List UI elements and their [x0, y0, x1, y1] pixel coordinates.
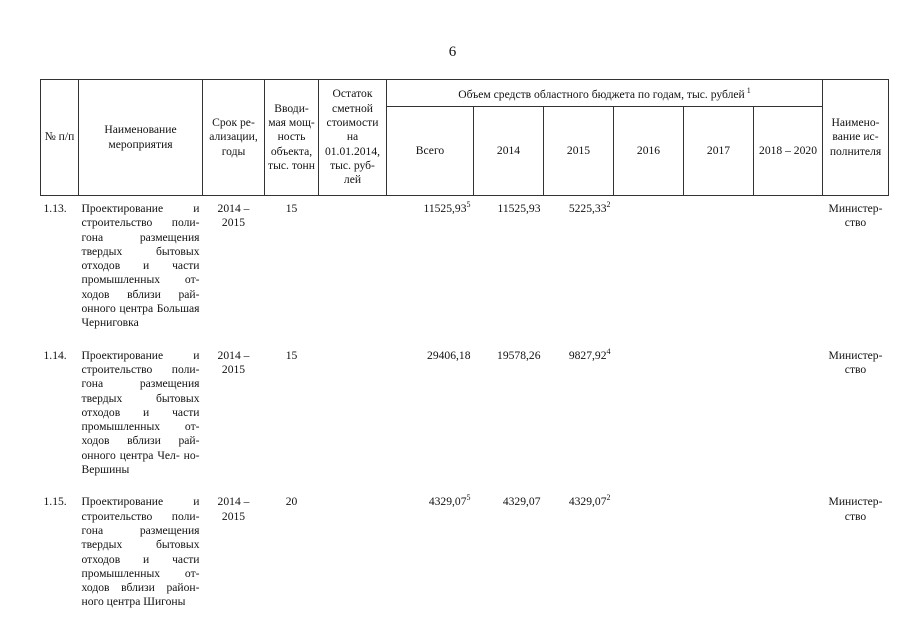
row-year-2015-value: 5225,33	[568, 202, 607, 215]
row-year-2018-2020	[754, 489, 823, 621]
header-budget-group	[387, 80, 823, 107]
row-total-value: 11525,93	[423, 202, 467, 215]
row-year-2016	[614, 196, 684, 343]
table-header	[41, 80, 889, 196]
row-num: 1.13.	[43, 202, 67, 215]
row-remainder	[319, 343, 387, 490]
row-name: Проектирование и строительство поли- гона размещения твердых бытовых отходов и части промышленных от- ходов вблизи рай- онного центра Большая Черниговка	[81, 202, 200, 330]
row-total	[387, 196, 474, 343]
header-year-2016: 2016	[614, 107, 684, 196]
row-year-2018-2020	[754, 343, 823, 490]
row-capacity: 15	[285, 348, 298, 362]
row-capacity: 20	[285, 495, 298, 509]
header-year-2018-2020: 2018 – 2020	[754, 107, 823, 196]
row-year-2015	[544, 343, 614, 490]
budget-table	[40, 79, 889, 622]
row-year-2015-footnote: 2	[606, 200, 611, 210]
row-term: 2014 – 2015	[217, 348, 250, 376]
row-year-2014-value: 4329,07	[502, 495, 541, 509]
row-name: Проектирование и строительство поли- гона размещения твердых бытовых отходов и части промышленных от- ходов вблизи район- ного центра Шигоны	[81, 495, 200, 609]
page-number: 6	[448, 44, 457, 60]
row-num: 1.14.	[43, 348, 67, 362]
row-year-2014	[474, 196, 544, 343]
header-capacity: Вводи- мая мощ- ность объекта, тыс. тонн	[265, 80, 319, 196]
header-executor: Наимено- вание ис- полнителя	[823, 80, 889, 196]
table-row	[41, 343, 889, 490]
table-body	[41, 196, 889, 622]
header-year-2014: 2014	[474, 107, 544, 196]
row-total-value: 4329,07	[428, 495, 467, 509]
row-executor: Министер- ство	[828, 348, 883, 376]
row-total-value: 29406,18	[427, 348, 471, 362]
row-total-footnote: 5	[466, 200, 471, 210]
row-total-footnote: 5	[466, 493, 471, 503]
row-capacity: 15	[285, 202, 298, 215]
row-year-2015-footnote: 2	[606, 493, 611, 503]
row-term: 2014 – 2015	[217, 495, 250, 523]
row-year-2014	[474, 343, 544, 490]
header-name: Наименование мероприятия	[79, 80, 203, 196]
row-num: 1.15.	[43, 495, 67, 509]
header-year-2015: 2015	[544, 107, 614, 196]
row-year-2015-footnote: 4	[606, 346, 611, 356]
row-year-2017	[684, 343, 754, 490]
row-year-2015	[544, 196, 614, 343]
row-remainder	[319, 196, 387, 343]
row-remainder	[319, 489, 387, 621]
row-year-2016	[614, 489, 684, 621]
row-year-2015-value: 4329,07	[568, 495, 607, 509]
row-total	[387, 489, 474, 621]
row-name: Проектирование и строительство поли- гона размещения твердых бытовых отходов и части промышленных от- ходов вблизи рай- онного центра Чел- но-Вершины	[81, 348, 200, 477]
table-row	[41, 489, 889, 621]
header-total: Всего	[387, 107, 474, 196]
row-executor: Министер- ство	[828, 202, 883, 230]
row-total	[387, 343, 474, 490]
row-year-2015	[544, 489, 614, 621]
header-year-2017: 2017	[684, 107, 754, 196]
row-year-2017	[684, 489, 754, 621]
row-term: 2014 – 2015	[217, 202, 250, 230]
header-num: № п/п	[41, 80, 79, 196]
header-budget-group-text: Объем средств областного бюджета по годам, тыс. рублей	[458, 87, 745, 101]
row-year-2017	[684, 196, 754, 343]
table-row	[41, 196, 889, 343]
row-year-2016	[614, 343, 684, 490]
row-year-2015-value: 9827,92	[568, 348, 607, 362]
header-remainder: Остаток сметной стоимости на 01.01.2014, тыс. руб- лей	[319, 80, 387, 196]
row-year-2014-value: 11525,93	[497, 202, 541, 215]
row-year-2014	[474, 489, 544, 621]
row-year-2018-2020	[754, 196, 823, 343]
row-year-2014-value: 19578,26	[497, 348, 541, 362]
header-budget-group-footnote: 1	[746, 85, 751, 95]
header-term: Срок ре- ализации, годы	[203, 80, 265, 196]
row-executor: Министер- ство	[828, 495, 883, 523]
